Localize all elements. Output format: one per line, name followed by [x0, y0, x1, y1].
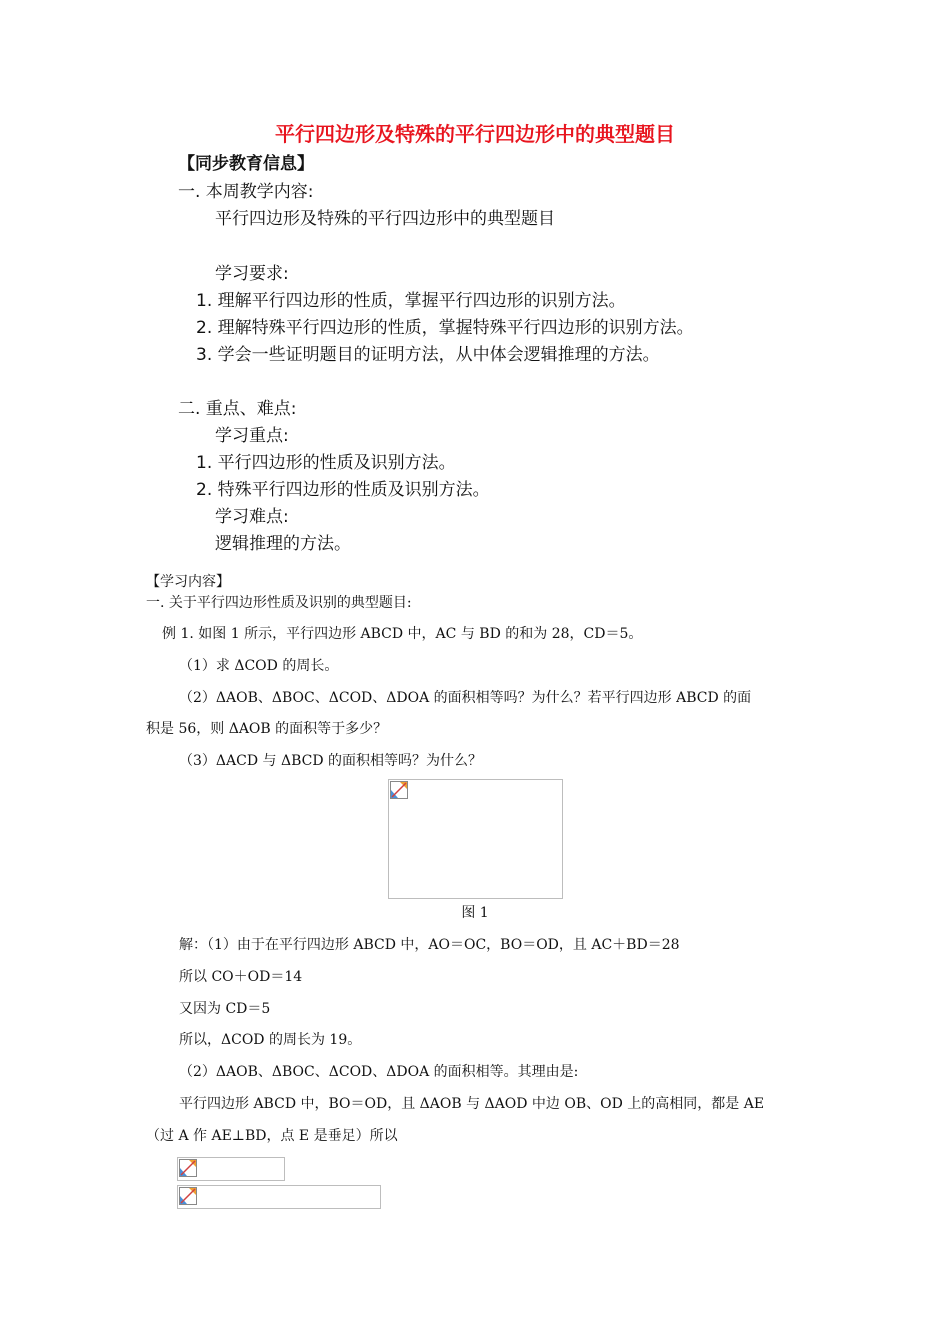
formula-image-1	[177, 1157, 285, 1181]
question-2-line1: （2）ΔAOB、ΔBOC、ΔCOD、ΔDOA 的面积相等吗？为什么？若平行四边形 ABCD 的面	[179, 690, 752, 706]
requirements-heading: 学习要求:	[215, 264, 289, 284]
solution-line-3: 又因为 CD＝5	[179, 1001, 271, 1017]
learning-content-section: 【学习内容】	[146, 574, 230, 590]
key-points-heading: 学习重点:	[215, 426, 289, 446]
solution-line-7: （过 A 作 AE⊥BD，点 E 是垂足）所以	[146, 1128, 398, 1144]
solution-line-4: 所以，ΔCOD 的周长为 19。	[179, 1032, 362, 1048]
broken-image-icon	[390, 781, 408, 799]
figure-1-image	[388, 779, 563, 899]
requirement-3: 3. 学会一些证明题目的证明方法，从中体会逻辑推理的方法。	[196, 345, 660, 365]
key-point-1: 1. 平行四边形的性质及识别方法。	[196, 453, 456, 473]
question-3: （3）ΔACD 与 ΔBCD 的面积相等吗？为什么？	[179, 753, 483, 769]
figure-1-caption: 图 1	[461, 905, 489, 921]
key-point-2: 2. 特殊平行四边形的性质及识别方法。	[196, 480, 490, 500]
solution-line-5: （2）ΔAOB、ΔBOC、ΔCOD、ΔDOA 的面积相等。其理由是:	[179, 1064, 579, 1080]
solution-line-1: 解：（1）由于在平行四边形 ABCD 中，AO＝OC，BO＝OD，且 AC＋BD＝28	[179, 937, 680, 953]
solution-line-2: 所以 CO＋OD＝14	[179, 969, 303, 985]
question-2-line2: 积是 56，则 ΔAOB 的面积等于多少？	[146, 721, 388, 737]
difficulty-1: 逻辑推理的方法。	[215, 534, 351, 554]
part1-heading: 一. 本周教学内容:	[178, 182, 314, 202]
question-1: （1）求 ΔCOD 的周长。	[179, 658, 339, 674]
example-1: 例 1. 如图 1 所示，平行四边形 ABCD 中，AC 与 BD 的和为 28，CD＝5。	[162, 626, 643, 642]
broken-image-icon	[179, 1187, 197, 1205]
part2-heading: 二. 重点、难点:	[178, 399, 297, 419]
formula-image-2	[177, 1185, 381, 1209]
part1-topic: 平行四边形及特殊的平行四边形中的典型题目	[215, 209, 555, 229]
solution-line-6: 平行四边形 ABCD 中，BO＝OD，且 ΔAOB 与 ΔAOD 中边 OB、OD 上的高相同，都是 AE	[179, 1096, 765, 1112]
page-title: 平行四边形及特殊的平行四边形中的典型题目	[275, 122, 675, 146]
broken-image-icon	[179, 1159, 197, 1177]
difficulty-heading: 学习难点:	[215, 507, 289, 527]
section-sync-info: 【同步教育信息】	[178, 154, 314, 174]
requirement-2: 2. 理解特殊平行四边形的性质，掌握特殊平行四边形的识别方法。	[196, 318, 694, 338]
requirement-1: 1. 理解平行四边形的性质，掌握平行四边形的识别方法。	[196, 291, 626, 311]
content-heading: 一. 关于平行四边形性质及识别的典型题目:	[146, 595, 412, 611]
